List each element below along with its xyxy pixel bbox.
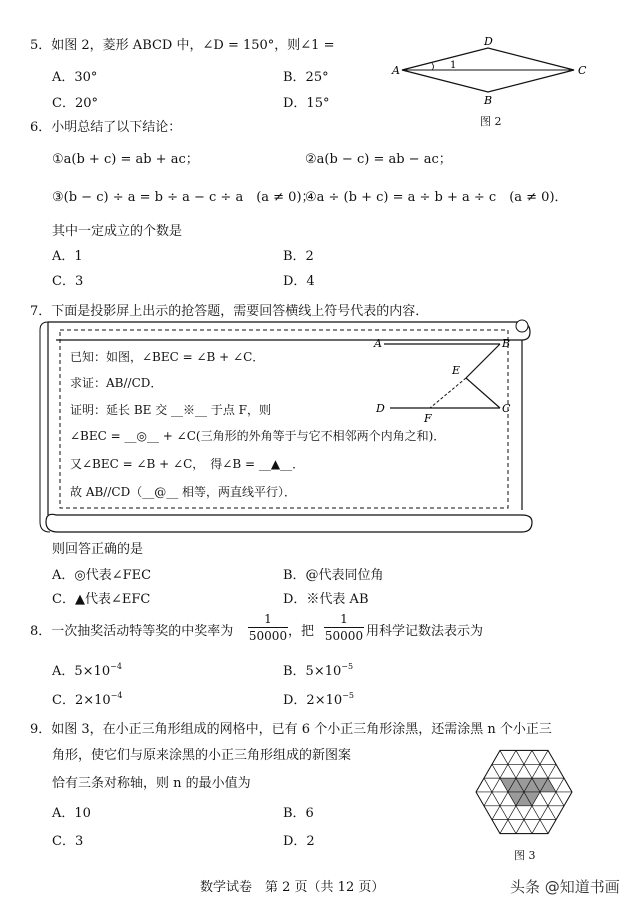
fraction-numerator: 1 (264, 612, 272, 626)
label-a: A (374, 337, 382, 350)
q7-option-c: C．▲代表∠EFC (52, 592, 151, 607)
q7-option-b: B．@代表同位角 (283, 568, 384, 583)
fraction-denominator: 50000 (248, 629, 288, 643)
q6-stem: 6．小明总结了以下结论： (30, 120, 182, 135)
q7-scroll-line-3: 证明：延长 BE 交 __※__ 于点 F，则 (70, 403, 271, 417)
q8-option-a: A．$5\times 10^{-4}$ (52, 662, 122, 679)
q8-option-b: B．$5\times 10^{-5}$ (283, 662, 354, 679)
q8-stem-b: ，把 (288, 624, 315, 639)
label-a: A (392, 64, 400, 77)
q6-option-d: D．4 (283, 274, 315, 289)
figure-3-caption: 图 3 (514, 849, 536, 862)
q6-option-a: A．1 (52, 249, 83, 264)
q7-question: 则回答正确的是 (52, 542, 144, 557)
q7-scroll-line-2: 求证：AB//CD． (70, 376, 163, 390)
q5-option-c: C．20° (52, 96, 98, 111)
label-e: E (452, 364, 461, 377)
q7-scroll-line-5: 又∠BEC = ∠B + ∠C， 得∠B = __▲__． (70, 457, 305, 471)
q6-statement-1: ①a(b + c) = ab + ac； (52, 152, 199, 167)
q9-stem-line-2: 角形，使它们与原来涂黑的小正三角形组成的新图案 (52, 748, 352, 763)
q8-stem-a: 8．一次抽奖活动特等奖的中奖率为 (30, 624, 234, 639)
q7-scroll-line-1: 已知：如图，∠BEC = ∠B + ∠C． (70, 350, 265, 364)
q9-option-c: C．3 (52, 834, 84, 849)
q8-fraction-1 (248, 612, 288, 643)
q5-option-b: B．25° (283, 70, 329, 85)
q9-option-d: D．2 (283, 834, 315, 849)
segment-ec (466, 378, 500, 408)
q8-stem-c: 用科学记数法表示为 (366, 624, 484, 639)
q7-geometry-figure (372, 334, 512, 424)
q9-option-b: B．6 (283, 806, 314, 821)
watermark: 头条 @知道书画 (510, 878, 620, 896)
q8-fraction-2 (324, 612, 364, 643)
q5-option-d: D．15° (283, 96, 330, 111)
q6-option-c: C．3 (52, 274, 84, 289)
q5-option-a: A．30° (52, 70, 98, 85)
q9-stem-line-1: 9．如图 3，在小正三角形组成的网格中，已有 6 个小正三角形涂黑，还需涂黑 n 个小正三 (30, 722, 552, 737)
label-d: D (484, 36, 493, 48)
q6-statement-4: ④a ÷ (b + c) = a ÷ b + a ÷ c (a ≠ 0)． (305, 190, 568, 205)
label-b: B (502, 337, 511, 350)
q8-option-c: C．$2\times 10^{-4}$ (52, 691, 123, 708)
fraction-denominator: 50000 (324, 629, 364, 643)
segment-ef (430, 378, 466, 408)
q6-statement-2: ②a(b − c) = ab − ac； (305, 152, 452, 167)
q6-option-b: B．2 (283, 249, 314, 264)
q9-stem-line-3: 恰有三条对称轴，则 n 的最小值为 (52, 776, 251, 791)
q7-scroll-line-4: ∠BEC = __◎__ + ∠C(三角形的外角等于与它不相邻两个内角之和)． (70, 429, 446, 443)
q8-option-d: D．$2\times 10^{-5}$ (283, 691, 354, 708)
q7-stem: 7．下面是投影屏上出示的抢答题，需要回答横线上符号代表的内容． (30, 304, 429, 319)
q7-option-d: D．※代表 AB (283, 592, 369, 607)
q9-option-a: A．10 (52, 806, 91, 821)
q6-statement-3: ③(b − c) ÷ a = b ÷ a − c ÷ a (a ≠ 0)； (52, 190, 315, 205)
label-f: F (424, 412, 432, 424)
label-b: B (484, 94, 493, 106)
segment-be (466, 344, 500, 378)
q7-option-a: A．◎代表∠FEC (52, 568, 152, 583)
q6-question: 其中一定成立的个数是 (52, 224, 183, 239)
q5-rhombus-figure (388, 36, 588, 106)
label-d: D (376, 402, 385, 415)
q5-stem: 5．如图 2，菱形 ABCD 中，∠D = 150°，则∠1 = (30, 38, 335, 53)
label-angle-1: 1 (450, 60, 457, 71)
angle-1-arc (432, 63, 434, 70)
label-c: C (578, 64, 587, 77)
q9-hexagon-grid-figure (459, 736, 589, 848)
q7-scroll-line-6: 故 AB//CD（__@__ 相等，两直线平行）． (70, 485, 297, 499)
fraction-numerator: 1 (340, 612, 348, 626)
figure-2-caption: 图 2 (480, 115, 502, 128)
label-c: C (502, 402, 511, 415)
page-footer: 数学试卷 第 2 页（共 12 页） (200, 880, 385, 895)
